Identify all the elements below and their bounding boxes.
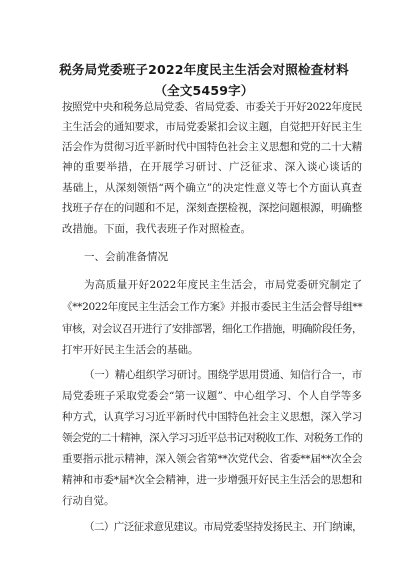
body-line: 按照党中央和税务总局党委、省局党委、市委关于开好2022年度民	[62, 101, 362, 113]
body-line: 为高质量开好2022年度民主生活会，市局党委研究制定了	[84, 279, 362, 291]
body-line: 重要指示批示精神，深入领会省第**次党代会、省委**届**次全会	[62, 453, 362, 465]
section-heading: 一、会前准备情况	[84, 251, 168, 263]
body-line: 精神和市委*届*次全会精神，进一步增强开好民主生活会的思想和	[62, 474, 362, 486]
body-line: 审核，对会议召开进行了安排部署，细化工作措施，明确阶段任务，	[62, 323, 362, 335]
body-line: 种方式，认真学习习近平新时代中国特色社会主义思想，深入学习	[62, 411, 362, 423]
body-line: 领会党的二十精神，深入学习习近平总书记对税收工作、对税务工作的	[62, 432, 362, 444]
body-line: 局党委班子采取党委会“第一议题”、中心组学习、个人自学等多	[62, 390, 362, 402]
body-line: （二）广泛征求意见建议。市局党委坚持发扬民主、开门纳谏，	[84, 521, 362, 533]
body-line: 活会作为贯彻习近平新时代中国特色社会主义思想和党的二十大精	[62, 141, 362, 153]
body-line: 打牢开好民主生活会的基础。	[62, 344, 199, 356]
document-subtitle: （全文5459字）	[154, 83, 254, 98]
body-line: 《**2022年度民主生活会工作方案》并报市委民主生活会督导组**	[62, 301, 363, 313]
body-line: 改措施。下面，我代表班子作对照检查。	[62, 223, 251, 235]
body-line: （一）精心组织学习研讨。围绕学思用贯通、知信行合一，市	[84, 369, 363, 381]
body-line: 行动自觉。	[62, 495, 115, 507]
body-line: 基础上，从深刻领悟“两个确立”的决定性意义等七个方面认真查	[62, 182, 362, 194]
body-line: 找班子存在的问题和不足，深刻查摆检视，深挖问题根源，明确整	[62, 202, 362, 214]
body-line: 神的重要举措，在开展学习研讨、广泛征求、深入谈心谈话的	[62, 161, 362, 173]
body-line: 主生活会的通知要求，市局党委紧扣会议主题，自觉把开好民主生	[62, 121, 362, 133]
document-title: 税务局党委班子2022年度民主生活会对照检查材料	[59, 62, 349, 77]
